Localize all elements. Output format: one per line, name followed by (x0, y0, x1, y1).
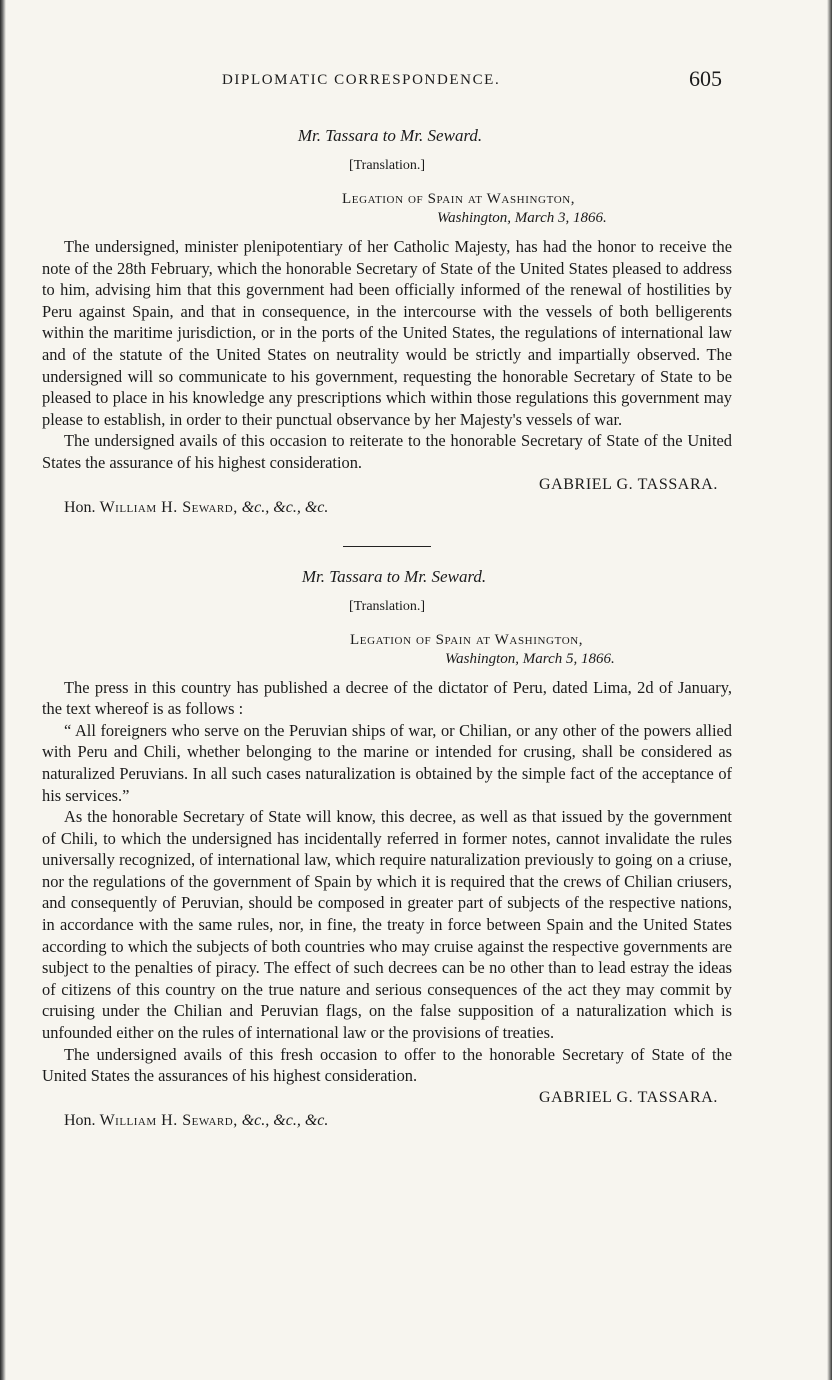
paragraph: The undersigned avails of this occasion to reiterate to the honorable Secretary of State of the United States the assurance of his highest consideration. (42, 431, 732, 472)
letter-body (42, 236, 732, 474)
addressee-etc: &c., &c., &c. (241, 498, 329, 516)
place-date-line: Washington, March 3, 1866. (437, 210, 607, 226)
letter-2 (42, 567, 732, 1133)
addressee-etc: &c., &c., &c. (241, 1111, 329, 1129)
letter-1 (42, 126, 732, 520)
page-number: 605 (689, 66, 722, 91)
letter-title: Mr. Tassara to Mr. Seward. (297, 126, 483, 145)
dateline (350, 631, 732, 669)
document-page (42, 62, 732, 1133)
paragraph: The press in this country has published a decree of the dictator of Peru, dated Lima, 2d of January, the text whereof is as follows : (42, 677, 732, 719)
paragraph: The undersigned, minister plenipotentiary of her Catholic Majesty, has had the honor to receive the note of the 28th February, which the honorable Secretary of State of the United States pleased to address to him, advising him that this government had been officially informed of the renewal of hostilities by Peru against Spain, and that in consequence, in the intercourse with the vessels of both belligerents within the maritime jurisdiction, or in the ports of the United States, the regulations of international law and of the statute of the United States on neutrality would be strictly and impartially observed. The undersigned will so communicate to his government, requesting the honorable Secretary of State to be pleased to place in his knowledge any prescriptions which within those regulations this government may please to establish, in order to their punctual observance by her Majesty's vessels of war. (42, 237, 732, 429)
translation-note: [Translation.] (348, 158, 426, 173)
addressee-prefix: Hon. (64, 1111, 96, 1129)
quotation-paragraph: “ All foreigners who serve on the Peruvian ships of war, or Chilian, or any other of the powers allied with Peru and Chili, whether belonging to the marine or intended for crusing, shall be considered as naturalized Peruvians. In all such cases naturalization is obtained by the simple fact of the acceptance of his services.” (42, 720, 732, 805)
signature: GABRIEL G. TASSARA. (538, 475, 718, 493)
paragraph: As the honorable Secretary of State will know, this decree, as well as that issued by the government of Chili, to which the undersigned has incidentally referred in former notes, cannot invalidate the rules universally recognized, of international law, which require naturalization previously to going on a criuse, nor the regulations of the government of Spain by which it is required that the crews of Chilian criusers, and consequently of Peruvian, should be composed in greater part of subjects of the respective nations, in accordance with the same rules, nor, in fine, the treaty in force between Spain and the United States according to which the subjects of both countries who may cruise against the respective governments are subject to the penalties of piracy. The effect of such decrees can be no other than to lead estray the ideas of citizens of this country on the true nature and serious consequences of the act they may commit by cruising under the Chilian and Peruvian flags, on the false supposition of a naturalization which is unfounded either on the rules of international law or the provisions of treaties. (42, 807, 732, 1043)
letter-title: Mr. Tassara to Mr. Seward. (301, 566, 487, 586)
page-edge-right (827, 0, 832, 1380)
addressee-name: William H. Seward, (99, 1111, 238, 1129)
running-header (42, 62, 732, 96)
paragraph: The undersigned avails of this fresh occasion to offer to the honorable Secretary of State of the United States the assurances of his highest consideration. (42, 1044, 732, 1086)
addressee-name: William H. Seward, (99, 498, 238, 516)
addressee (64, 496, 732, 520)
section-divider (343, 546, 431, 547)
addressee-prefix: Hon. (64, 498, 96, 516)
running-title: DIPLOMATIC CORRESPONDENCE. (222, 72, 501, 88)
letter-body (42, 677, 732, 1087)
translation-note: [Translation.] (348, 598, 426, 614)
dateline (342, 190, 732, 228)
place-date-line: Washington, March 5, 1866. (445, 650, 615, 667)
legation-line: Legation of Spain at Washington, (342, 191, 576, 207)
page-edge-left (0, 0, 6, 1380)
addressee (64, 1109, 732, 1133)
legation-line: Legation of Spain at Washington, (350, 631, 584, 648)
signature: GABRIEL G. TASSARA. (538, 1088, 718, 1106)
